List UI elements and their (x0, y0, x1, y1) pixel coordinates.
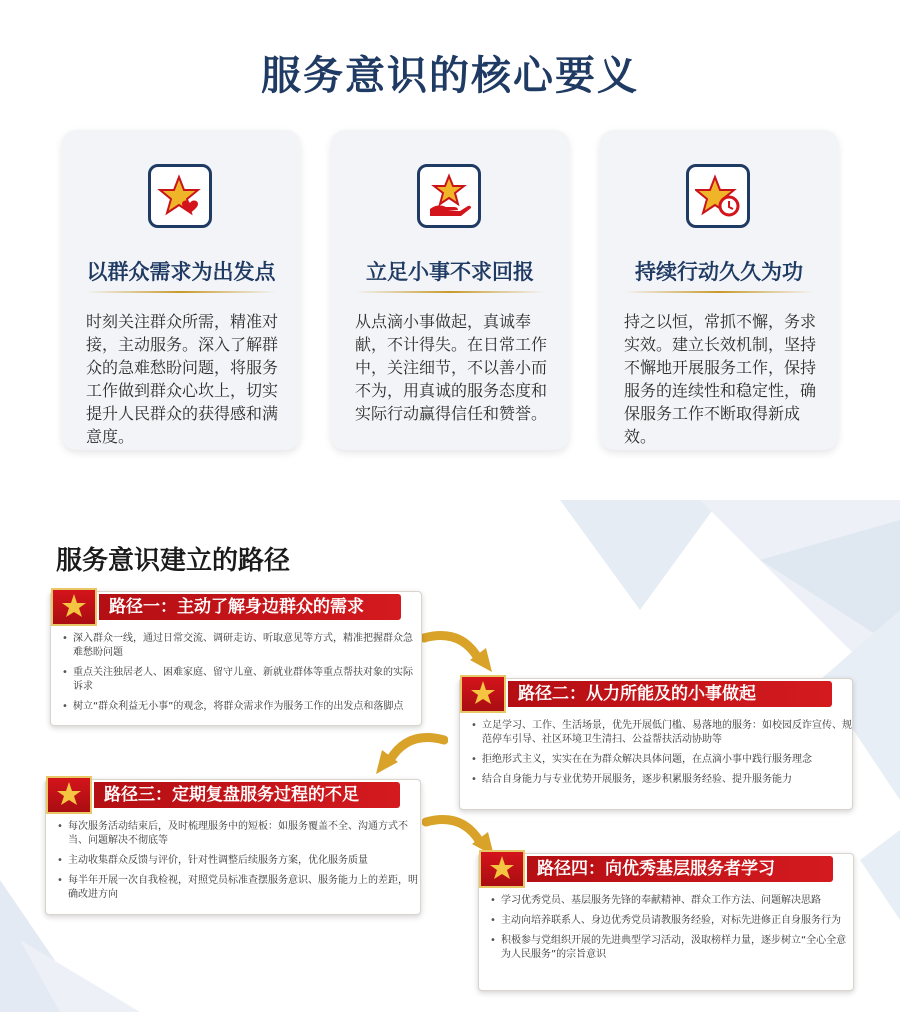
list-item: • 每次服务活动结束后，及时梳理服务中的短板：如服务覆盖不全、沟通方式不当、问题解决不彻底等 (68, 820, 420, 848)
list-item: • 重点关注独居老人、困难家庭、留守儿童、新就业群体等重点帮扶对象的实际诉求 (73, 666, 421, 694)
star-badge (46, 776, 92, 814)
card-continuous-action (600, 130, 838, 450)
curved-arrow-icon (420, 628, 500, 678)
list-item: • 立足学习、工作、生活场景，优先开展低门槛、易落地的服务：如校园反诈宣传、规范停车引导、社区环境卫生清扫、公益帮扶活动协助等 (482, 719, 852, 747)
page-title: 服务意识的核心要义 (261, 53, 639, 99)
path-card-2 (459, 678, 853, 810)
core-meaning-section (0, 0, 900, 500)
list-item: • 学习优秀党员、基层服务先锋的奉献精神、群众工作方法、问题解决思路 (501, 894, 853, 908)
star-clock-icon (686, 164, 750, 228)
list-item: • 主动收集群众反馈与评价，针对性调整后续服务方案，优化服务质量 (68, 854, 420, 868)
hand-star-icon (417, 164, 481, 228)
divider (624, 291, 814, 293)
list-item: • 深入群众一线，通过日常交流、调研走访、听取意见等方式，精准把握群众急难愁盼问题 (73, 632, 421, 660)
card-small-things (331, 130, 569, 450)
card-text: 从点滴小事做起，真诚奉献，不计得失。在日常工作中，关注细节，不以善小而不为，用真诚的服务态度和实际行动赢得信任和赞誉。 (355, 312, 548, 423)
star-icon (61, 593, 87, 619)
path-card-3 (45, 779, 421, 915)
path-card-1 (50, 591, 422, 726)
card-title: 立足小事不求回报 (366, 260, 534, 284)
list-item: • 积极参与党组织开展的先进典型学习活动，汲取榜样力量，逐步树立“全心全意为人民服务”的宗旨意识 (501, 934, 853, 962)
path-header (460, 679, 852, 709)
card-title: 持续行动久久为功 (635, 260, 803, 284)
star-badge (51, 588, 97, 626)
path-header (479, 854, 853, 884)
card-text: 持之以恒，常抓不懈，务求实效。建立长效机制，坚持不懈地开展服务工作，保持服务的连续性和稳定性，确保服务工作不断取得新成效。 (624, 312, 817, 446)
path-title: 路径二：从力所能及的小事做起 (518, 684, 756, 704)
list-item: • 结合自身能力与专业优势开展服务，逐步积累服务经验、提升服务能力 (482, 773, 852, 787)
divider (355, 291, 545, 293)
list-item: • 树立“群众利益无小事”的观念，将群众需求作为服务工作的出发点和落脚点 (73, 700, 421, 714)
star-badge (460, 675, 506, 713)
star-heart-icon (148, 164, 212, 228)
path-list (59, 632, 421, 720)
divider (86, 291, 276, 293)
curved-arrow-icon (368, 730, 448, 780)
card-mass-needs (62, 130, 300, 450)
list-item: • 每半年开展一次自我检视，对照党员标准查摆服务意识、服务能力上的差距，明确改进方向 (68, 874, 420, 902)
star-icon (56, 781, 82, 807)
path-header (46, 780, 420, 810)
card-text: 时刻关注群众所需，精准对接，主动服务。深入了解群众的急难愁盼问题，将服务工作做到群众心坎上，切实提升人民群众的获得感和满意度。 (86, 312, 279, 446)
star-icon (489, 855, 515, 881)
path-list (468, 719, 852, 793)
path-title: 路径四：向优秀基层服务者学习 (537, 859, 775, 879)
list-item: • 拒绝形式主义，实实在在为群众解决具体问题，在点滴小事中践行服务理念 (482, 753, 852, 767)
path-card-4 (478, 853, 854, 991)
star-icon (470, 680, 496, 706)
section-title: 服务意识建立的路径 (56, 546, 291, 576)
star-badge (479, 850, 525, 888)
path-title: 路径三：定期复盘服务过程的不足 (104, 785, 359, 805)
list-item: • 主动向培养联系人、身边优秀党员请教服务经验，对标先进修正自身服务行为 (501, 914, 853, 928)
path-list (54, 820, 420, 908)
path-list (487, 894, 853, 968)
card-title: 以群众需求为出发点 (86, 260, 276, 284)
path-header (51, 592, 421, 622)
path-title: 路径一：主动了解身边群众的需求 (109, 597, 364, 617)
